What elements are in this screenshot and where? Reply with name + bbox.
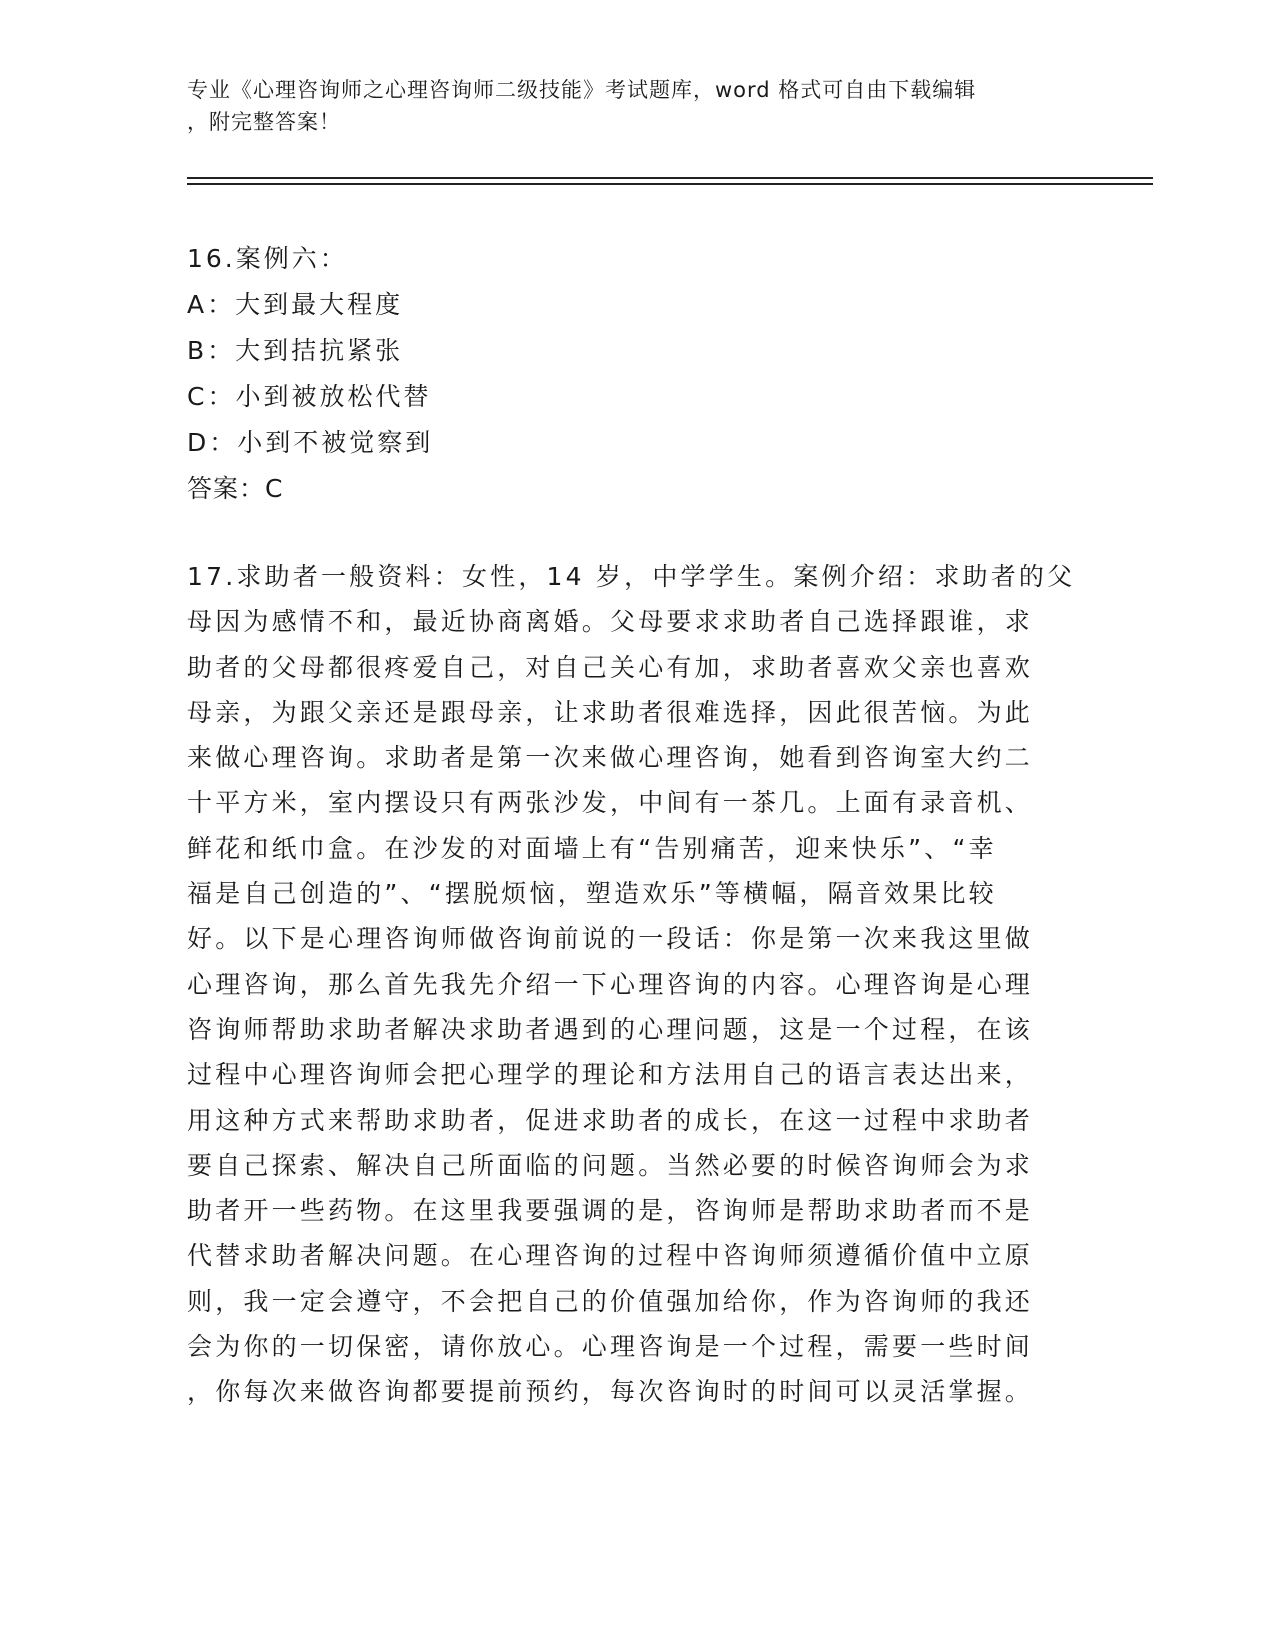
question-17-line: 要自己探索、解决自己所面临的问题。当然必要的时候咨询师会为求	[187, 1150, 1034, 1180]
header-divider-top	[187, 177, 1153, 179]
question-17-line: 17.求助者一般资料：女性，14 岁，中学学生。案例介绍：求助者的父	[187, 562, 1076, 591]
option-a: A：大到最大程度	[187, 290, 404, 319]
header-divider-bottom	[187, 183, 1153, 185]
question-17	[187, 554, 1087, 1415]
question-17-line: 代替求助者解决问题。在心理咨询的过程中咨询师须遵循价值中立原	[187, 1241, 1034, 1271]
question-17-line: 母因为感情不和，最近协商离婚。父母要求求助者自己选择跟谁，求	[187, 607, 1034, 637]
question-17-line: 十平方米，室内摆设只有两张沙发，中间有一茶几。上面有录音机、	[187, 788, 1034, 818]
question-17-line: 鲜花和纸巾盒。在沙发的对面墙上有“告别痛苦，迎来快乐”、“幸	[187, 833, 997, 863]
header-line-1: 专业《心理咨询师之心理咨询师二级技能》考试题库，word 格式可自由下载编辑	[187, 78, 977, 102]
question-17-line: ，你每次来做咨询都要提前预约，每次咨询时的时间可以灵活掌握。	[187, 1377, 1034, 1407]
header-line-2: ，附完整答案！	[187, 110, 341, 134]
question-17-line: 过程中心理咨询师会把心理学的理论和方法用自己的语言表达出来，	[187, 1060, 1034, 1090]
document-header	[187, 74, 1067, 138]
question-17-line: 福是自己创造的”、“摆脱烦恼，塑造欢乐”等横幅，隔音效果比较	[187, 879, 997, 909]
question-17-line: 来做心理咨询。求助者是第一次来做心理咨询，她看到咨询室大约二	[187, 743, 1034, 773]
question-17-line: 用这种方式来帮助求助者，促进求助者的成长，在这一过程中求助者	[187, 1105, 1034, 1135]
option-d: D：小到不被觉察到	[187, 428, 434, 457]
question-17-line: 母亲，为跟父亲还是跟母亲，让求助者很难选择，因此很苦恼。为此	[187, 697, 1034, 727]
question-17-line: 会为你的一切保密，请你放心。心理咨询是一个过程，需要一些时间	[187, 1332, 1034, 1362]
question-16-title: 16.案例六：	[187, 244, 348, 273]
question-17-line: 咨询师帮助求助者解决求助者遇到的心理问题，这是一个过程，在该	[187, 1014, 1034, 1044]
question-17-line: 助者的父母都很疼爱自己，对自己关心有加，求助者喜欢父亲也喜欢	[187, 652, 1034, 682]
option-b: B：大到拮抗紧张	[187, 336, 404, 365]
question-17-line: 好。以下是心理咨询师做咨询前说的一段话：你是第一次来我这里做	[187, 924, 1034, 954]
question-17-line: 助者开一些药物。在这里我要强调的是，咨询师是帮助求助者而不是	[187, 1196, 1034, 1226]
question-17-line: 心理咨询，那么首先我先介绍一下心理咨询的内容。心理咨询是心理	[187, 969, 1034, 999]
question-17-line: 则，我一定会遵守，不会把自己的价值强加给你，作为咨询师的我还	[187, 1286, 1034, 1316]
question-16-answer: 答案：C	[187, 474, 284, 503]
question-16	[187, 236, 433, 512]
option-c: C：小到被放松代替	[187, 382, 432, 411]
